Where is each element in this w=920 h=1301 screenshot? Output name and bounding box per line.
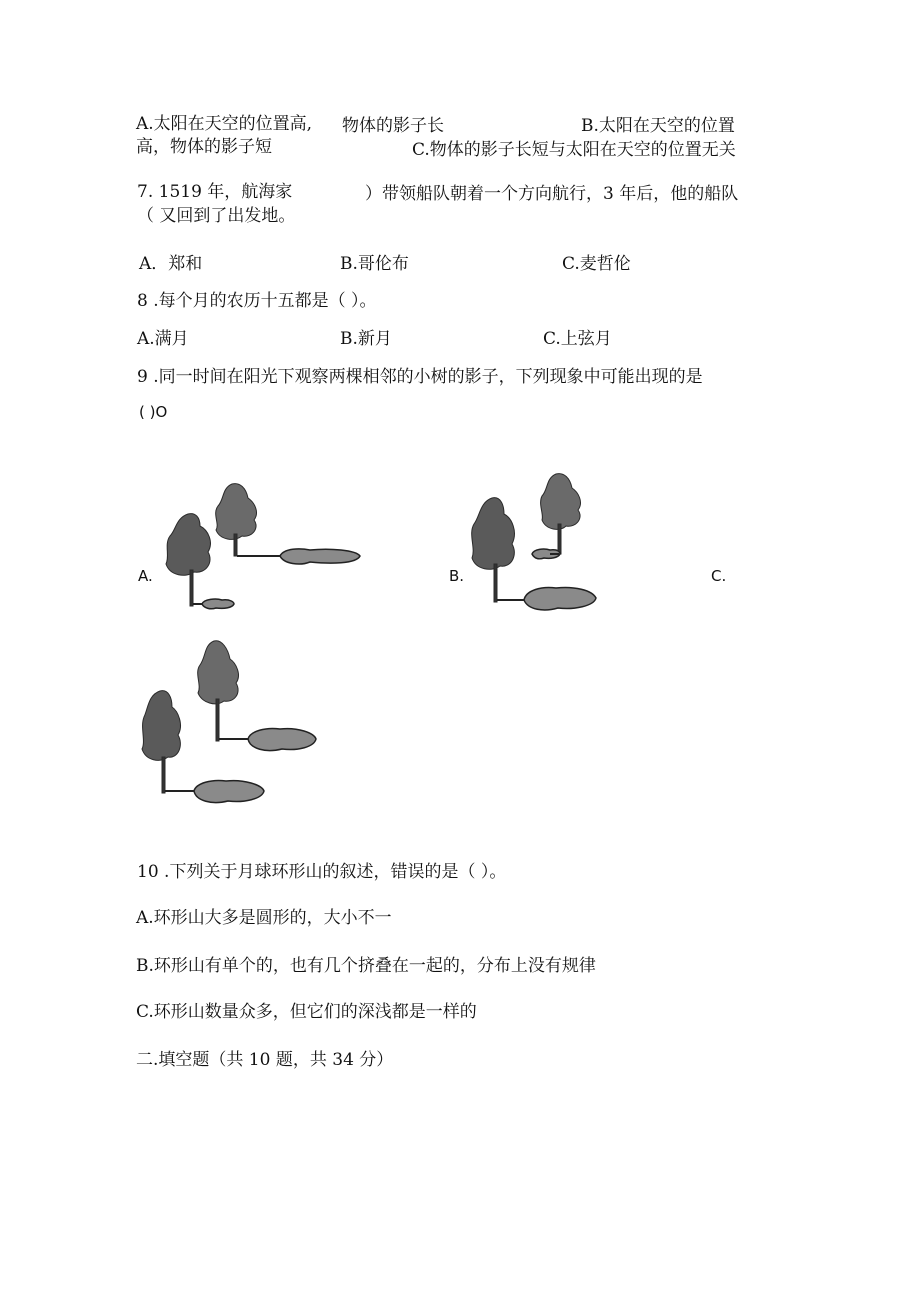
q7-stem-part1: 7. 1519 年，航海家	[137, 182, 293, 202]
q6-option-b-part1: B.太阳在天空的位置	[581, 116, 735, 136]
shadow-icon	[193, 599, 234, 609]
q7-stem-part2: ）带领船队朝着一个方向航行，3 年后，他的船队	[365, 184, 739, 204]
q9-stem: 9 .同一时间在阳光下观察两棵相邻的小树的影子，下列现象中可能出现的是	[137, 367, 703, 387]
q6-option-a-part2: 物体的影子长	[342, 116, 444, 136]
q10-option-c: C.环形山数量众多，但它们的深浅都是一样的	[136, 1002, 477, 1022]
q9-option-a-label: A.	[138, 567, 153, 585]
q9-answer-blank: ( )O	[139, 403, 168, 421]
shadow-icon	[497, 587, 596, 609]
q8-option-c: C.上弦月	[543, 329, 612, 349]
shadow-icon	[165, 780, 264, 802]
q9-option-b-label: B.	[449, 567, 465, 585]
tree-icon	[216, 484, 257, 556]
shadow-icon	[237, 549, 360, 564]
q9-option-c-label: C.	[711, 567, 727, 585]
q7-stem-part3: （ 又回到了出发地。	[137, 206, 296, 226]
tree-icon	[166, 514, 210, 606]
q9-figure-a	[150, 478, 370, 613]
q7-option-b: B.哥伦布	[340, 254, 409, 274]
q9-figure-c	[138, 637, 328, 807]
q10-stem: 10 .下列关于月球环形山的叙述，错误的是（ ）。	[137, 862, 507, 882]
section-2-title: 二.填空题（共 10 题，共 34 分）	[136, 1050, 394, 1070]
tree-icon	[472, 498, 515, 602]
q6-option-a-part1: A.太阳在天空的位置高,	[136, 114, 313, 134]
q7-option-c: C.麦哲伦	[562, 254, 631, 274]
q8-option-b: B.新月	[340, 329, 392, 349]
q10-option-a: A.环形山大多是圆形的，大小不一	[136, 908, 392, 928]
q8-stem: 8 .每个月的农历十五都是（ ）。	[137, 291, 377, 311]
shadow-icon	[219, 728, 316, 750]
q6-option-b-part2: 高，物体的影子短	[136, 137, 272, 157]
tree-icon	[541, 474, 581, 554]
shadow-icon	[532, 549, 560, 559]
q10-option-b: B.环形山有单个的，也有几个挤叠在一起的，分布上没有规律	[136, 956, 596, 976]
tree-icon	[142, 691, 180, 793]
q6-option-c: C.物体的影子长短与太阳在天空的位置无关	[412, 140, 736, 160]
tree-icon	[198, 641, 239, 741]
q8-option-a: A.满月	[137, 329, 189, 349]
q9-figure-b	[462, 470, 612, 612]
q7-option-a: A．郑和	[139, 254, 203, 274]
